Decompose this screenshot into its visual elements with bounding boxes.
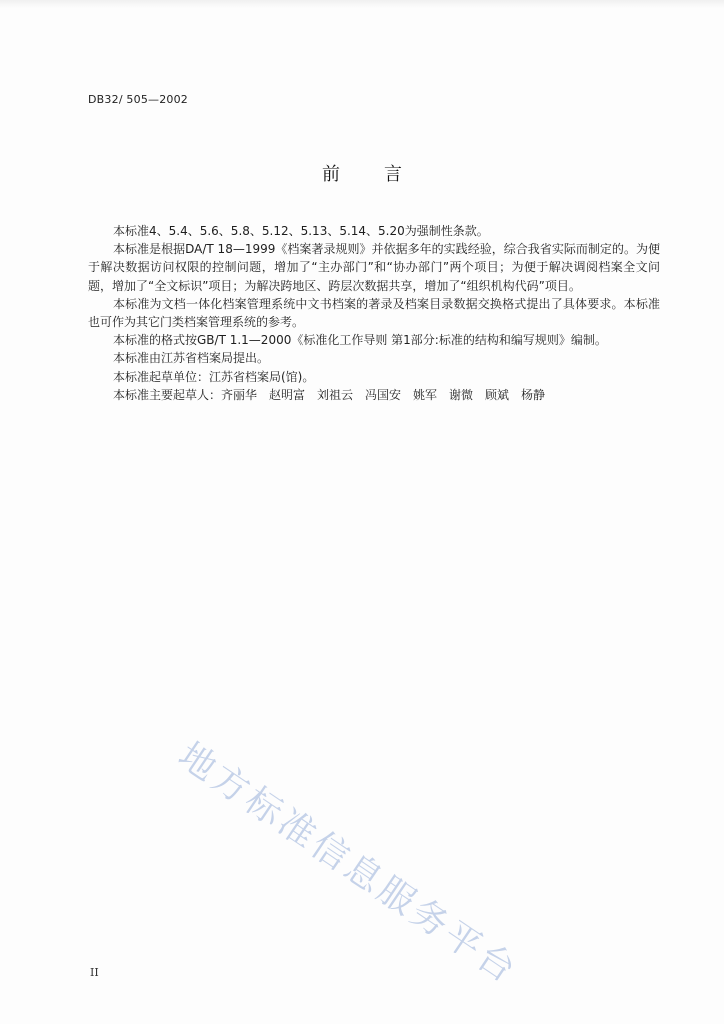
document-code: DB32/ 505—2002 bbox=[88, 93, 189, 106]
page-number: II bbox=[90, 966, 99, 979]
title-char-2: 言 bbox=[384, 164, 402, 185]
paragraph-basis: 本标准是根据DA/T 18—1999《档案著录规则》并依据多年的实践经验，综合我省实际而制定的。为便于解决数据访问权限的控制问题，增加了“主办部门”和“协办部门”两个项目；为便于解决调阅档案全文问题，增加了“全文标识”项目；为解决跨地区、跨层次数据共享，增加了“组织机构代码”项目。 bbox=[88, 242, 660, 293]
watermark-text: 地方标准信息服务平台 bbox=[170, 734, 526, 993]
scan-edge-shadow bbox=[0, 0, 724, 8]
paragraph-proposer: 本标准由江苏省档案局提出。 bbox=[113, 351, 270, 366]
paragraph-mandatory-clauses: 本标准4、5.4、5.6、5.8、5.12、5.13、5.14、5.20为强制性条款。 bbox=[113, 224, 489, 238]
foreword-body bbox=[88, 222, 660, 404]
paragraph-requirements: 本标准为文档一体化档案管理系统中文书档案的著录及档案目录数据交换格式提出了具体要求。本标准也可作为其它门类档案管理系统的参考。 bbox=[88, 296, 660, 330]
paragraph-format: 本标准的格式按GB/T 1.1—2000《标准化工作导则 第1部分:标准的结构和编写规则》编制。 bbox=[113, 333, 607, 348]
page-title bbox=[0, 160, 724, 186]
paragraph-drafters: 本标准主要起草人：齐丽华 赵明富 刘祖云 冯国安 姚军 谢微 顾斌 杨静 bbox=[113, 387, 546, 402]
paragraph-drafting-unit: 本标准起草单位：江苏省档案局(馆)。 bbox=[113, 369, 315, 384]
title-char-1: 前 bbox=[322, 164, 340, 185]
